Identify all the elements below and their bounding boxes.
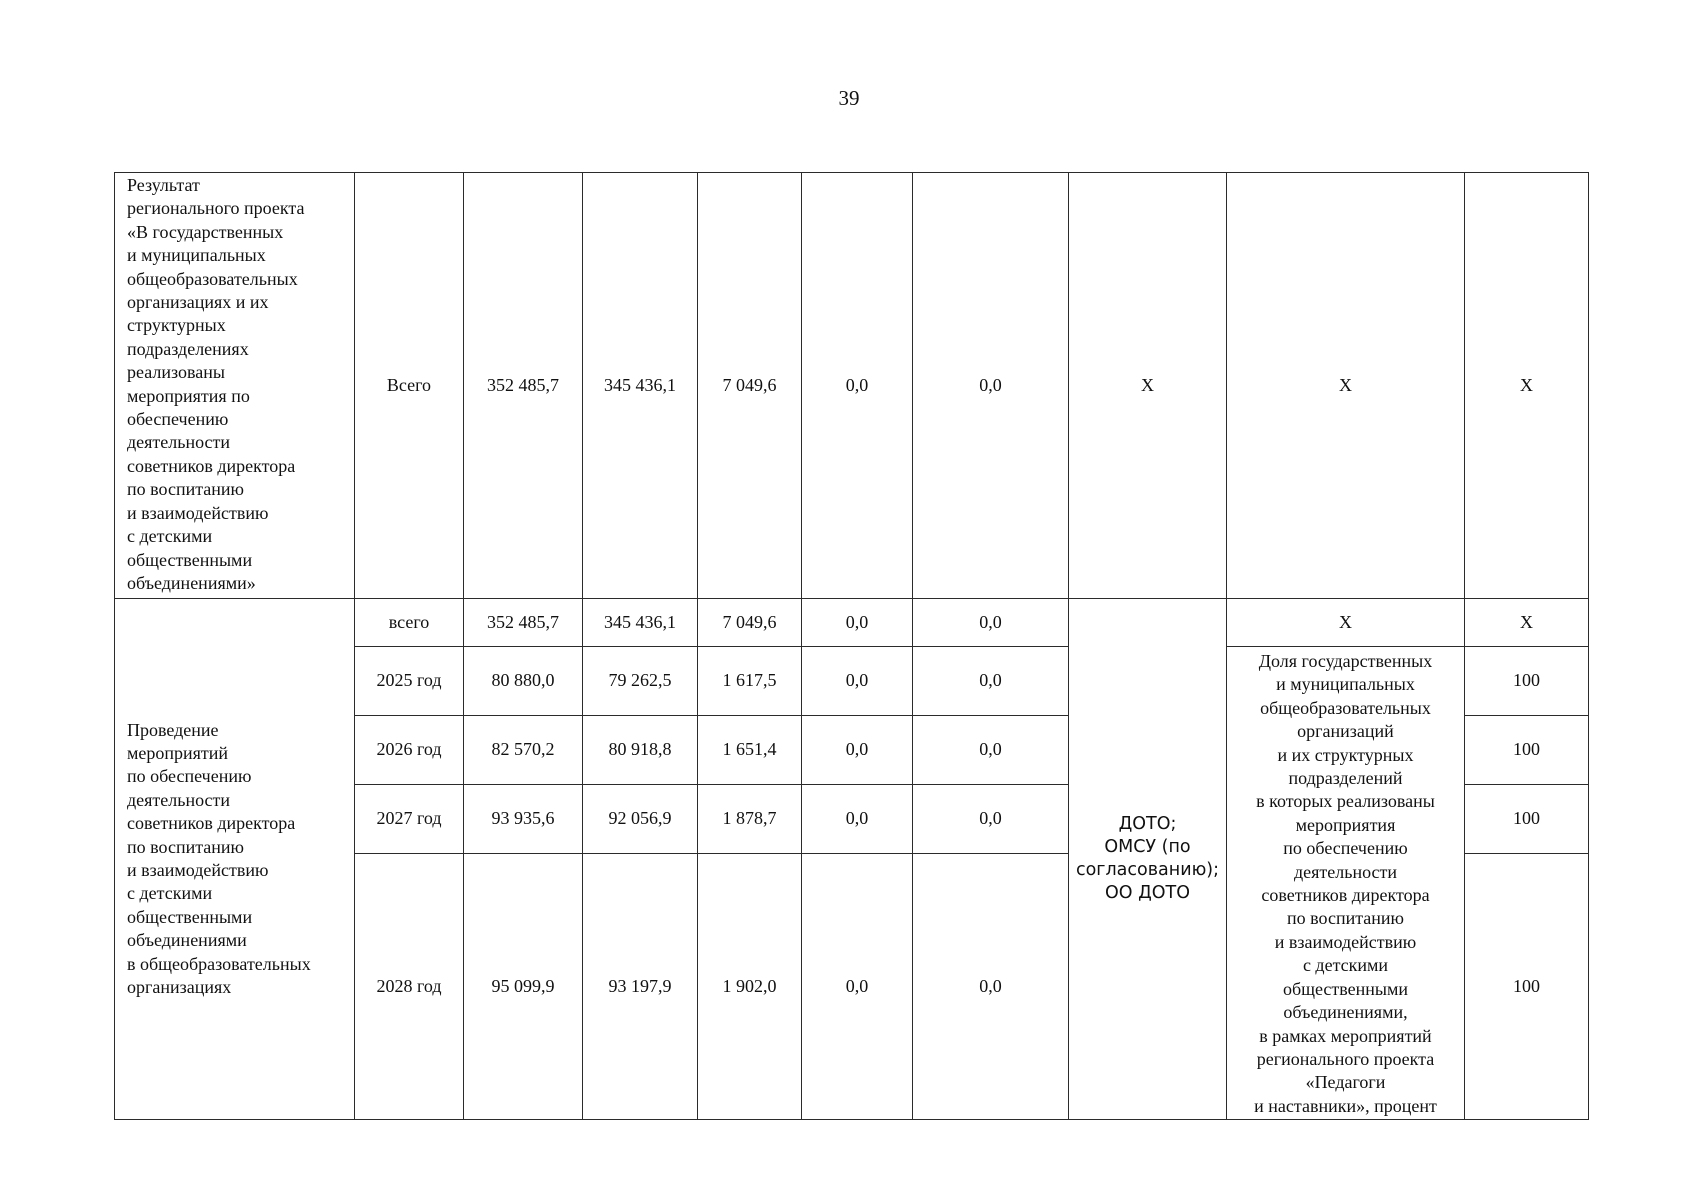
budget-table: [114, 172, 1589, 1120]
activity-indicator-value: 100: [1465, 647, 1589, 716]
activity-total: 93 935,6: [464, 785, 583, 854]
activity-indicator-text: Доля государственных и муниципальных общеобразовательных организаций и их структурных подразделений в которых реализованы мероприятия по обеспечению деятельности советников директора по воспитанию и взаимодействию с детскими общественными объединениями, в рамках мероприятий регионального проекта «Педагоги и наставники», процент: [1227, 647, 1465, 1120]
activity-other: 0,0: [913, 599, 1069, 647]
activity-regional: 1 902,0: [698, 854, 802, 1120]
activity-federal: 79 262,5: [583, 647, 698, 716]
result-executor: Х: [1069, 173, 1227, 599]
activity-other: 0,0: [913, 647, 1069, 716]
activity-total: 80 880,0: [464, 647, 583, 716]
result-indicator: Х: [1227, 173, 1465, 599]
activity-local: 0,0: [802, 785, 913, 854]
activity-regional: 1 617,5: [698, 647, 802, 716]
result-regional: 7 049,6: [698, 173, 802, 599]
activity-local: 0,0: [802, 854, 913, 1120]
activity-local: 0,0: [802, 716, 913, 785]
activity-local: 0,0: [802, 647, 913, 716]
result-period: Всего: [355, 173, 464, 599]
activity-period: 2027 год: [355, 785, 464, 854]
activity-period: 2026 год: [355, 716, 464, 785]
activity-federal: 345 436,1: [583, 599, 698, 647]
activity-period: 2028 год: [355, 854, 464, 1120]
activity-other: 0,0: [913, 716, 1069, 785]
activity-name: Проведение мероприятий по обеспечению деятельности советников директора по воспитанию и взаимодействию с детскими общественными объединениями в общеобразовательных организациях: [115, 599, 355, 1120]
activity-period: 2025 год: [355, 647, 464, 716]
activity-total: 82 570,2: [464, 716, 583, 785]
activity-row-total: [115, 599, 1589, 647]
activity-regional: 7 049,6: [698, 599, 802, 647]
activity-federal: 92 056,9: [583, 785, 698, 854]
activity-local: 0,0: [802, 599, 913, 647]
activity-other: 0,0: [913, 785, 1069, 854]
activity-federal: 80 918,8: [583, 716, 698, 785]
activity-indicator-value: 100: [1465, 854, 1589, 1120]
activity-regional: 1 878,7: [698, 785, 802, 854]
result-local: 0,0: [802, 173, 913, 599]
activity-regional: 1 651,4: [698, 716, 802, 785]
activity-period: всего: [355, 599, 464, 647]
activity-indicator-value: 100: [1465, 716, 1589, 785]
result-row: [115, 173, 1589, 599]
result-total: 352 485,7: [464, 173, 583, 599]
result-indicator-value: Х: [1465, 173, 1589, 599]
result-other: 0,0: [913, 173, 1069, 599]
activity-other: 0,0: [913, 854, 1069, 1120]
activity-total: 95 099,9: [464, 854, 583, 1120]
result-federal: 345 436,1: [583, 173, 698, 599]
activity-executor: ДОТО; ОМСУ (по согласованию); ОО ДОТО: [1069, 599, 1227, 1120]
activity-indicator-value: 100: [1465, 785, 1589, 854]
activity-indicator-total-value: Х: [1465, 599, 1589, 647]
activity-total: 352 485,7: [464, 599, 583, 647]
activity-federal: 93 197,9: [583, 854, 698, 1120]
result-name: Результат регионального проекта «В государственных и муниципальных общеобразовательных организациях и их структурных подразделениях реализованы мероприятия по обеспечению деятельности советников директора по воспитанию и взаимодействию с детскими общественными объединениями»: [115, 173, 355, 599]
page-number: 39: [838, 86, 860, 110]
activity-indicator-total: Х: [1227, 599, 1465, 647]
